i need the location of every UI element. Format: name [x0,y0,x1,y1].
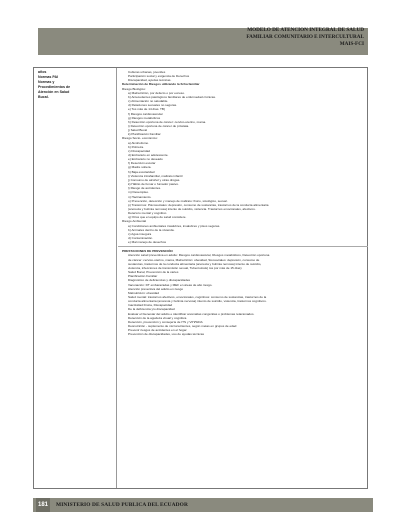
list-item: p) Trastornos: Psicosociales: depresión, consumo de sustancias, trastornos de la conducta alimentaria [128,202,269,207]
list-item: k) Hábito de fumar o fumador pasivo. [128,182,179,187]
list-item: a) Condiciones ambientales insalubres, insalubres y pisos seguras. [128,223,221,228]
list-item: o) Prevención, detección y manejo de maltrato: físico, sicológico, sexual. [128,198,228,203]
bullet-item: conducta alimentaria (anorexia y bulimia nervosa) intento de suicidio, violencia, trastornos cognitivos. [128,299,267,304]
bullet-item: • De la deficiencia y/o discapacidad [128,307,366,311]
list-item: b) Pobreza. [128,144,144,149]
list-item: i) Detección oportuna de cáncer de próstata. [128,123,190,128]
list-item: d) Embarazo en adolescente. [128,153,169,157]
bullet-item: • Salud mental: trastornos afectivos, emocionales, cognitivos: consumo de sustancias, trastornos de la [128,295,366,299]
list-item: c) Agua insegura [128,231,152,236]
page-title [184,27,364,48]
subsection-heading: Riesgo Ambiental [122,219,147,224]
bullet-item: • Planificación Familiar [128,274,366,278]
list-item: i) Violencia intrafamiliar, maltrato infantil [128,173,183,178]
bullet-item: violencia, infecciones de transmisión sexual, Tuberculosis) tos por más de 15 días) [128,265,242,270]
bullet-item: • Atención salud preventiva en adulto: Riesgos cardiovascular, Riesgos metabólicos, Detección oportuna [128,253,366,257]
list-item: j) Salud Bucal [128,128,148,133]
left-column-text [38,70,113,100]
bullet-item: • Detección, prevención y consejería de ITS y VIH/SIDA [128,320,366,324]
bullet-item: • Discapacidad, ayudas técnicas. [128,78,366,82]
list-item: e) Tos más de 14 días. TB) [128,107,166,112]
bullet-item: • Prevenir riesgos de accidentes en el hogar [128,328,366,332]
left-line: Normas PAI [38,75,59,79]
list-item: j) Consumo de alcohol y otras drogas. [128,177,181,182]
list-item: e) Mal manejo de desechos [128,240,167,245]
left-line: Bucal. [38,95,49,99]
list-item: b) Animales dentro de la vivienda. [128,227,175,232]
title-line: FAMILIAR COMUNITARIO E INTERCULTURAL [246,34,364,40]
list-item: h) Baja escolaridad [128,169,155,174]
list-item: (anorexia y bulimia nervosa) intento de suicidio, violencia. Trastornos emocionales, afectivos. [128,206,256,211]
bullet-item: • Culturas urbanas, juveniles [128,70,366,74]
list-item: q) Otros que el equipo de salud considere. [128,215,187,220]
list-item: d) Relaciones sexuales no seguras. [128,103,178,108]
list-item: l) Riesgo de accidentes. [128,186,162,191]
bullet-item: • Inactividad Física, Discapacidad [128,303,366,307]
list-item: b) Antecedentes patológicos familiares de enfermedad crónicas. [128,94,216,99]
list-item: g) Madre soltera. [128,165,152,170]
subsection-heading: Riesgo Biológico: [122,86,146,91]
list-item: h) Detección oportuna de cáncer: cervico-uterino, mama. [128,119,207,124]
left-line: Procedimientos de [38,85,71,89]
left-line: Normas y [38,80,55,84]
content-table [33,67,368,489]
right-column [118,68,368,488]
bullet-item: • Prevención de discapacidades, uso de ayudas técnicas [128,332,366,336]
bullet-item: sustancias, trastornos de la conducta alimentaria (anorexia y bulimia nervosa) intento de suicidio, [128,261,262,266]
bullet-item: de cáncer: cervico-uterino, mama, Malnutrición: obesidad, Sicosociales: depresión, consumo de [128,257,260,262]
list-item: m) Desempleo. [128,190,149,195]
bullet-item: • Participación social y exigencia de Derechos [128,74,366,78]
bullet-item: • Detección de la agudeza visual y cognitiva [128,316,366,320]
left-line: años [38,70,47,74]
title-line: MAIS-FCI [339,41,364,47]
bullet-item: • Vacunación: DT embarazadas y MEF en áreas de alto riesgo. [128,283,366,287]
bullet-item: • Diagnóstico de deficiencias y discapacidades [128,278,366,282]
section-heading: PRESTACIONES DE PREVENCIÓN [122,249,173,254]
bullet-item: • Salud Bucal, Prevención de la caries [128,270,366,274]
section-divider [118,246,368,247]
bullet-item: • Malnutrición: obesidad [128,291,366,295]
list-item: e) Embarazo no deseado [128,157,163,162]
list-item: k) Planificación Familiar [128,132,161,137]
list-item: Deterioro mental y cognitivo [128,211,167,216]
left-column [34,68,117,488]
list-item: a) Malnutrición, por defecto o por exceso. [128,90,185,95]
subsection-heading: Riesgo Socio- económico: [122,136,158,141]
list-item: d) Contaminación. [128,236,154,240]
section-heading: Determinación de Riesgos utilizando la ficha familiar [122,82,200,87]
page-number: 181 [36,498,50,512]
list-item: a) Alcoholismo. [128,140,149,145]
left-line: Atención en Salud [38,90,70,94]
footer-text: MINISTERIO DE SALUD PUBLICA DEL ECUADOR [56,502,188,508]
list-item: n) Hacinamiento. [128,194,152,199]
list-item: c) Discapacidad [128,148,151,153]
list-item: f) Deserción escolar [128,161,156,166]
bullet-item: • Desnutrición - suplemento de micronutrientes, según metas en grupos de edad [128,324,366,328]
bullet-item: • Evaluar el bienestar del adulto e identificar anomalías congénitas o problemas relacionados. [128,312,366,316]
list-item: c) Alimentación no saludable. [128,99,169,104]
title-line: MODELO DE ATENCION INTEGRAL DE SALUD [247,27,364,33]
list-item: f) Riesgos cardiovascular [128,111,163,116]
bullet-item: • Atención preventiva del adulto en riesgo [128,287,366,291]
list-item: g) Riesgos metabólicos [128,115,161,120]
